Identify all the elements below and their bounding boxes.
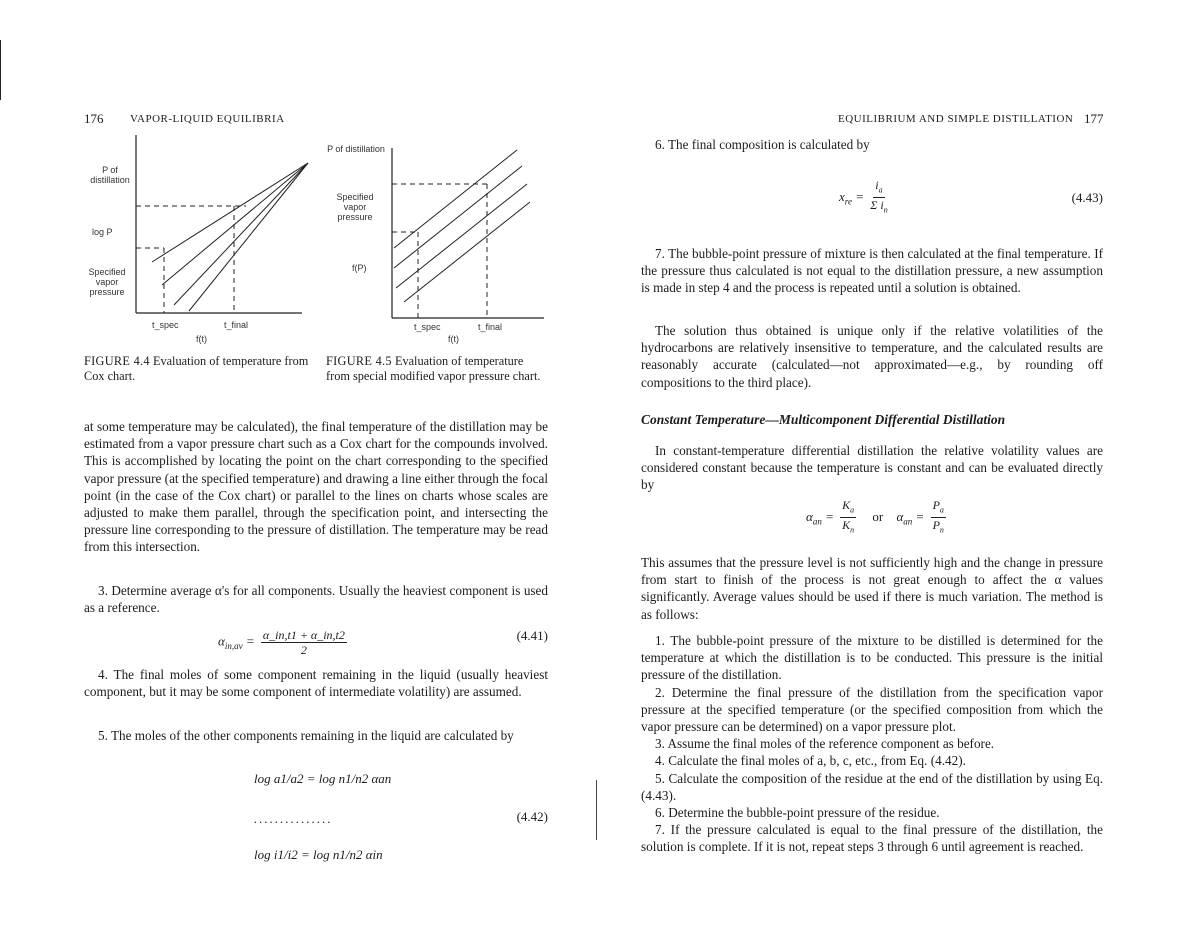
figure-4-5-graph <box>322 140 558 340</box>
fig44-line-3 <box>174 163 308 305</box>
right-list-step-3: 3. Assume the final moles of the reference component as before. <box>655 736 995 752</box>
equation-4-42 <box>84 765 548 875</box>
section-title: Constant Temperature—Multicomponent Differential Distillation <box>641 412 1006 427</box>
fig45-label-p-dist: P of distillation <box>327 144 385 154</box>
eq441-lhs: α <box>218 633 225 649</box>
fig45-label-tspec: t_spec <box>414 322 441 332</box>
fig44-caption-text: Evaluation of temperature from Cox chart. <box>84 354 309 383</box>
right-step-7: 7. The bubble-point pressure of mixture is then calculated at the final temperature. If the pressure thus calculated is not equal to the distillation pressure, a new assumption is made in step 4 and the process is repeated until a solution is obtained. <box>641 246 1103 296</box>
fig45-caption-text: Evaluation of temperature from special modified vapor pressure chart. <box>326 354 541 383</box>
fig44-label-log-p: log P <box>92 227 113 237</box>
right-list-step-7: 7. If the pressure calculated is equal to the final pressure of the distillation, the solution is complete. If it is not, repeat steps 3 through 6 until agreement is reached. <box>641 822 1103 855</box>
figure-4-5 <box>322 140 558 340</box>
eq441-fraction <box>261 628 347 657</box>
left-step-4: 4. The final moles of some component remaining in the liquid (usually heaviest component, but it may be some component of intermediate volatility) are assumed. <box>84 667 548 700</box>
right-steps-list <box>641 632 1103 856</box>
fig44-label-tfinal: t_final <box>224 320 249 330</box>
right-para-unique: The solution thus obtained is unique only if the relative volatilities of the hydrocarbons are relatively insensitive to temperature, and the calculated results are reasonably accurate (calculated—not approximated—e.g., by rounding off compositions to the third place). <box>641 323 1103 390</box>
left-page-number: 176 <box>84 111 104 126</box>
right-list-step-4: 4. Calculate the final moles of a, b, c, etc., from Eq. (4.42). <box>655 753 966 769</box>
right-page-number: 177 <box>1084 111 1104 126</box>
eq441-numerator: α_in,t1 + α_in,t2 <box>262 628 345 642</box>
eq-or: or <box>872 508 884 524</box>
eq442-line-3: log i1/i2 = log n1/n2 αin <box>254 847 383 862</box>
eq442-line-1: log a1/a2 = log n1/n2 αan <box>254 771 392 786</box>
right-list-step-6: 6. Determine the bubble-point pressure of the residue. <box>655 805 940 821</box>
eq442-dots: ............... <box>254 811 333 826</box>
fig45-caption <box>326 354 550 383</box>
left-para-1: at some temperature may be calculated), the final temperature of the distillation may be estimated from a vapor pressure chart such as a Cox chart for the compounds involved. This is accomplished by locating the point on the chart corresponding to the specified vapor pressure (at the specified temperature) and drawing a line either through the focal point (in the case of the Cox chart) or parallel to the lines on charts whose scales are adjusted to make them parallel, through the specification point, and intersecting the pressure line corresponding to the pressure of distillation. The temperature may be read from this intersection. <box>84 419 548 555</box>
fig45-label-ft: f(t) <box>448 334 459 344</box>
fig45-label-spec-vp: Specified vapor pressure <box>336 192 374 222</box>
figure-4-4 <box>84 135 314 335</box>
eq441-lhs-sub: in,av <box>224 641 243 652</box>
left-edge-mark <box>0 40 1 100</box>
equation-4-43: $x_{re}$ = $\frac{i_a}{\Sigma i_n}$ (4.43) <box>839 178 1103 215</box>
fig44-line-4 <box>189 163 308 311</box>
eq443-number: (4.43) <box>1071 190 1103 205</box>
left-step-5: 5. The moles of the other components remaining in the liquid are calculated by <box>98 728 514 743</box>
right-running-head: EQUILIBRIUM AND SIMPLE DISTILLATION <box>838 113 1074 125</box>
eq442-number: (4.42) <box>516 809 548 824</box>
left-step-3: 3. Determine average α's for all components. Usually the heaviest component is used as a reference. <box>84 583 548 616</box>
eq441-denominator: 2 <box>300 643 307 657</box>
fig45-line-2 <box>394 166 522 268</box>
fig45-line-1 <box>394 150 517 248</box>
eq441-number: (4.41) <box>516 628 548 643</box>
fig44-caption-num: FIGURE 4.4 <box>84 354 150 368</box>
fig44-caption <box>84 354 316 383</box>
fig44-label-p-dist: P of distillation <box>90 165 130 185</box>
fig44-line-2 <box>162 163 308 285</box>
fig44-label-spec-vp: Specified vapor pressure <box>88 267 126 297</box>
fig45-label-fp: f(P) <box>352 263 367 273</box>
fig45-line-4 <box>404 202 530 302</box>
gutter-mark <box>596 780 597 840</box>
right-list-step-2: 2. Determine the final pressure of the distillation from the specification vapor pressure at the specified temperature (or the specified composition from which the vapor pressure can be determined) on a vapor pressure plot. <box>641 684 1103 735</box>
equation-alpha: $\alpha_{an}$ = $\frac{K_a}{K_n}$ or $\alpha_{an}$ = $\frac{P_a}{P_n}$ <box>806 498 944 535</box>
fig44-label-ft: f(t) <box>196 334 207 344</box>
fig45-line-3 <box>396 184 527 288</box>
fig44-line-1 <box>152 163 308 262</box>
left-running-head: VAPOR-LIQUID EQUILIBRIA <box>130 113 285 125</box>
equation-4-41: $\alpha_{in,av}$ = $\frac{\alpha\_in,t1 + \alpha\_in,t2}{2}$ (4.41) <box>218 628 548 657</box>
right-step-6: 6. The final composition is calculated by <box>655 137 870 152</box>
right-list-step-5: 5. Calculate the composition of the residue at the end of the distillation by using Eq. (4.43). <box>641 770 1103 803</box>
fig45-label-tfinal: t_final <box>478 322 503 332</box>
right-para-intro: In constant-temperature differential distillation the relative volatility values are considered constant because the temperature is constant and can be evaluated directly by <box>641 443 1103 493</box>
fig45-caption-num: FIGURE 4.5 <box>326 354 392 368</box>
fig44-label-tspec: t_spec <box>152 320 179 330</box>
right-para-assume: This assumes that the pressure level is not sufficiently high and the change in pressure from start to finish of the process is not great enough to affect the α values significantly. Average values should be used if there is much variation. The method is as follows: <box>641 555 1103 622</box>
right-list-step-1: 1. The bubble-point pressure of the mixture to be distilled is determined for the temperature at which the distillation is to be conducted. This pressure is the initial pressure of the distillation. <box>641 633 1103 683</box>
